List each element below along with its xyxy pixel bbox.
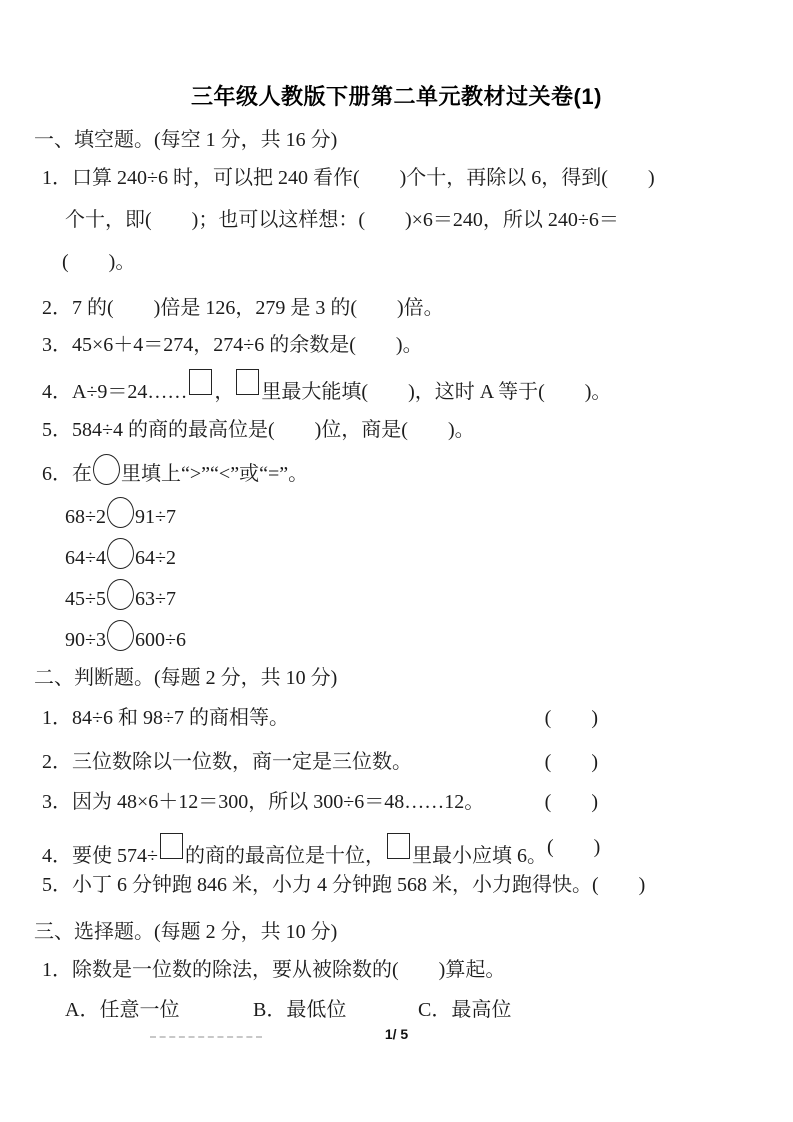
s1-q4-text-pre: 4．A÷9＝24…… <box>42 381 188 403</box>
s1-q4-text-mid: ， <box>214 381 235 403</box>
answer-circle <box>107 538 134 569</box>
judgment-text: 5．小丁 6 分钟跑 846 米，小力 4 分钟跑 568 米，小力跑得快。 <box>42 874 592 896</box>
s3-q1-options <box>0 996 793 1024</box>
s1-q6-pair-1 <box>65 497 176 529</box>
compare-right: 63÷7 <box>134 588 176 610</box>
section-2-heading: 二、判断题。(每题 2 分，共 10 分) <box>34 667 338 689</box>
s1-q6-text-pre: 6．在 <box>42 463 92 485</box>
judgment-text: 3．因为 48×6＋12＝300，所以 300÷6＝48……12。 <box>42 791 485 813</box>
answer-circle <box>107 620 134 651</box>
answer-brackets: ( ) <box>546 836 601 858</box>
section-3-heading: 三、选择题。(每题 2 分，共 10 分) <box>34 921 338 943</box>
s2-item-5 <box>42 871 646 899</box>
s1-q6-text-post: 里填上“>”“<”或“=”。 <box>121 463 309 485</box>
option-a: A．任意一位 <box>65 999 180 1021</box>
compare-right: 600÷6 <box>134 629 186 651</box>
s1-q6-pair-2 <box>65 538 176 570</box>
answer-circle <box>107 497 134 528</box>
compare-right: 91÷7 <box>134 506 176 528</box>
option-b: B．最低位 <box>253 999 347 1021</box>
s2-item-4 <box>42 833 601 867</box>
s1-q3: 3．45×6＋4＝274，274÷6 的余数是( )。 <box>42 334 423 356</box>
answer-brackets: ( ) <box>592 874 646 896</box>
s1-q6-pair-3 <box>65 579 176 611</box>
s2-item-2 <box>42 748 598 776</box>
s1-q1-line2: 个十，即( )；也可以这样想：( )×6＝240，所以 240÷6＝ <box>65 209 619 231</box>
option-c: C．最高位 <box>418 999 512 1021</box>
page-title: 三年级人教版下册第二单元教材过关卷(1) <box>191 84 602 109</box>
s1-q6-pair-4 <box>65 620 186 652</box>
compare-left: 68÷2 <box>65 506 106 528</box>
answer-brackets: ( ) <box>544 751 598 773</box>
page-number: 1/ 5 <box>384 1026 409 1042</box>
s1-q1-line3: ( )。 <box>62 251 136 273</box>
s1-q1-line1: 1．口算 240÷6 时，可以把 240 看作( )个十，再除以 6，得到( ) <box>42 167 655 189</box>
s1-q4-text-post: 里最大能填( )，这时 A 等于( )。 <box>261 381 612 403</box>
answer-box <box>160 833 183 859</box>
section-1-heading: 一、填空题。(每空 1 分，共 16 分) <box>34 129 338 151</box>
answer-box <box>236 369 259 395</box>
s2-item-3 <box>42 788 598 816</box>
s1-q5: 5．584÷4 的商的最高位是( )位，商是( )。 <box>42 419 475 441</box>
answer-box <box>189 369 212 395</box>
compare-left: 90÷3 <box>65 629 106 651</box>
s3-q1: 1．除数是一位数的除法，要从被除数的( )算起。 <box>42 959 506 981</box>
answer-box <box>387 833 410 859</box>
answer-brackets: ( ) <box>544 707 598 729</box>
compare-left: 45÷5 <box>65 588 106 610</box>
answer-brackets: ( ) <box>544 791 598 813</box>
judgment-text: 4．要使 574÷ 的商的最高位是十位， 里最小应填 6。 <box>42 833 547 861</box>
s1-q2: 2．7 的( )倍是 126，279 是 3 的( )倍。 <box>42 297 444 319</box>
answer-circle <box>93 454 120 485</box>
s1-q6-intro <box>42 454 309 485</box>
compare-left: 64÷4 <box>65 547 106 569</box>
s2-item-1 <box>42 704 598 732</box>
s1-q4 <box>42 369 612 403</box>
answer-circle <box>107 579 134 610</box>
judgment-text: 2．三位数除以一位数，商一定是三位数。 <box>42 751 412 773</box>
compare-right: 64÷2 <box>134 547 176 569</box>
judgment-text: 1．84÷6 和 98÷7 的商相等。 <box>42 707 289 729</box>
